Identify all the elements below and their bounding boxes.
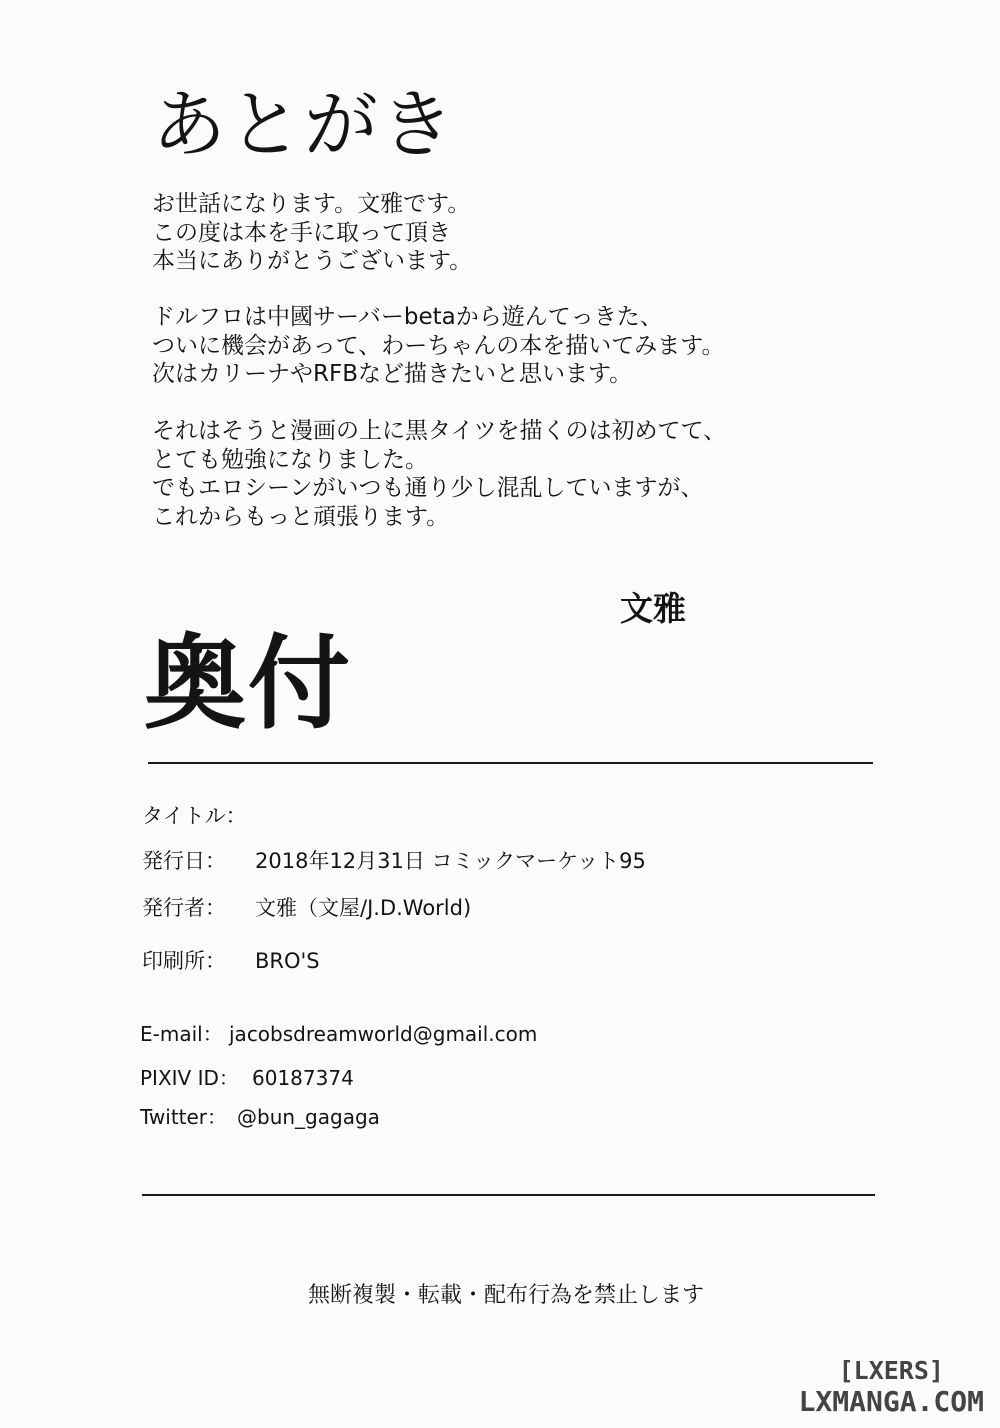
afterword-paragraph-3 — [152, 417, 726, 531]
divider-top — [148, 762, 873, 764]
email-value[interactable]: jacobsdreamworld@gmail.com — [229, 1022, 538, 1046]
title-label: タイトル： — [142, 804, 247, 828]
paragraph-line: 次はカリーナやRFBなど描きたいと思います。 — [152, 361, 633, 387]
pixiv-id-label: PIXIV ID： — [140, 1066, 239, 1090]
paragraph-line: お世話になります。文雅です。 — [152, 191, 471, 217]
publisher-value: 文雅（文屋/J.D.World) — [255, 896, 472, 920]
paragraph-line: ドルフロは中國サーバーbetaから遊んてっきた、 — [152, 304, 663, 330]
afterword-paragraph-1 — [152, 190, 472, 276]
twitter-label: Twitter： — [140, 1105, 228, 1129]
afterword-paragraph-2 — [152, 303, 724, 389]
paragraph-line: でもエロシーンがいつも通り少し混乱していますが、 — [152, 475, 704, 501]
paragraph-line: これからもっと頑張ります。 — [152, 503, 450, 530]
paragraph-line: この度は本を手に取って頂き — [152, 219, 451, 246]
author-signature: 文雅 — [620, 589, 686, 628]
paragraph-line: とても勉強になりました。 — [152, 446, 428, 473]
paragraph-line: それはそうと漫画の上に黒タイツを描くのは初めてて、 — [152, 418, 727, 444]
twitter-value[interactable]: @bun_gagaga — [237, 1105, 380, 1129]
divider-bottom — [142, 1194, 875, 1196]
email-label: E-mail： — [140, 1022, 223, 1046]
afterword-title: あとがき — [152, 82, 456, 168]
publish-date-value: 2018年12月31日 コミックマーケット95 — [255, 849, 646, 873]
watermark-site-name: LXMANGA.COM — [798, 1385, 984, 1418]
paragraph-line: 本当にありがとうございます。 — [152, 248, 473, 274]
printer-label: 印刷所： — [142, 949, 226, 973]
paragraph-line: ついに機会があって、わーちゃんの本を描いてみます。 — [152, 332, 725, 359]
watermark-group-name: [LXERS] — [838, 1356, 944, 1385]
pixiv-id-value: 60187374 — [252, 1066, 354, 1090]
colophon-title: 奥付 — [144, 625, 352, 744]
printer-value: BRO'S — [255, 949, 320, 973]
copyright-notice: 無断複製・転載・配布行為を禁止します — [308, 1283, 705, 1308]
publish-date-label: 発行日： — [142, 849, 226, 873]
publisher-label: 発行者： — [142, 896, 226, 920]
site-watermark — [799, 1356, 984, 1418]
